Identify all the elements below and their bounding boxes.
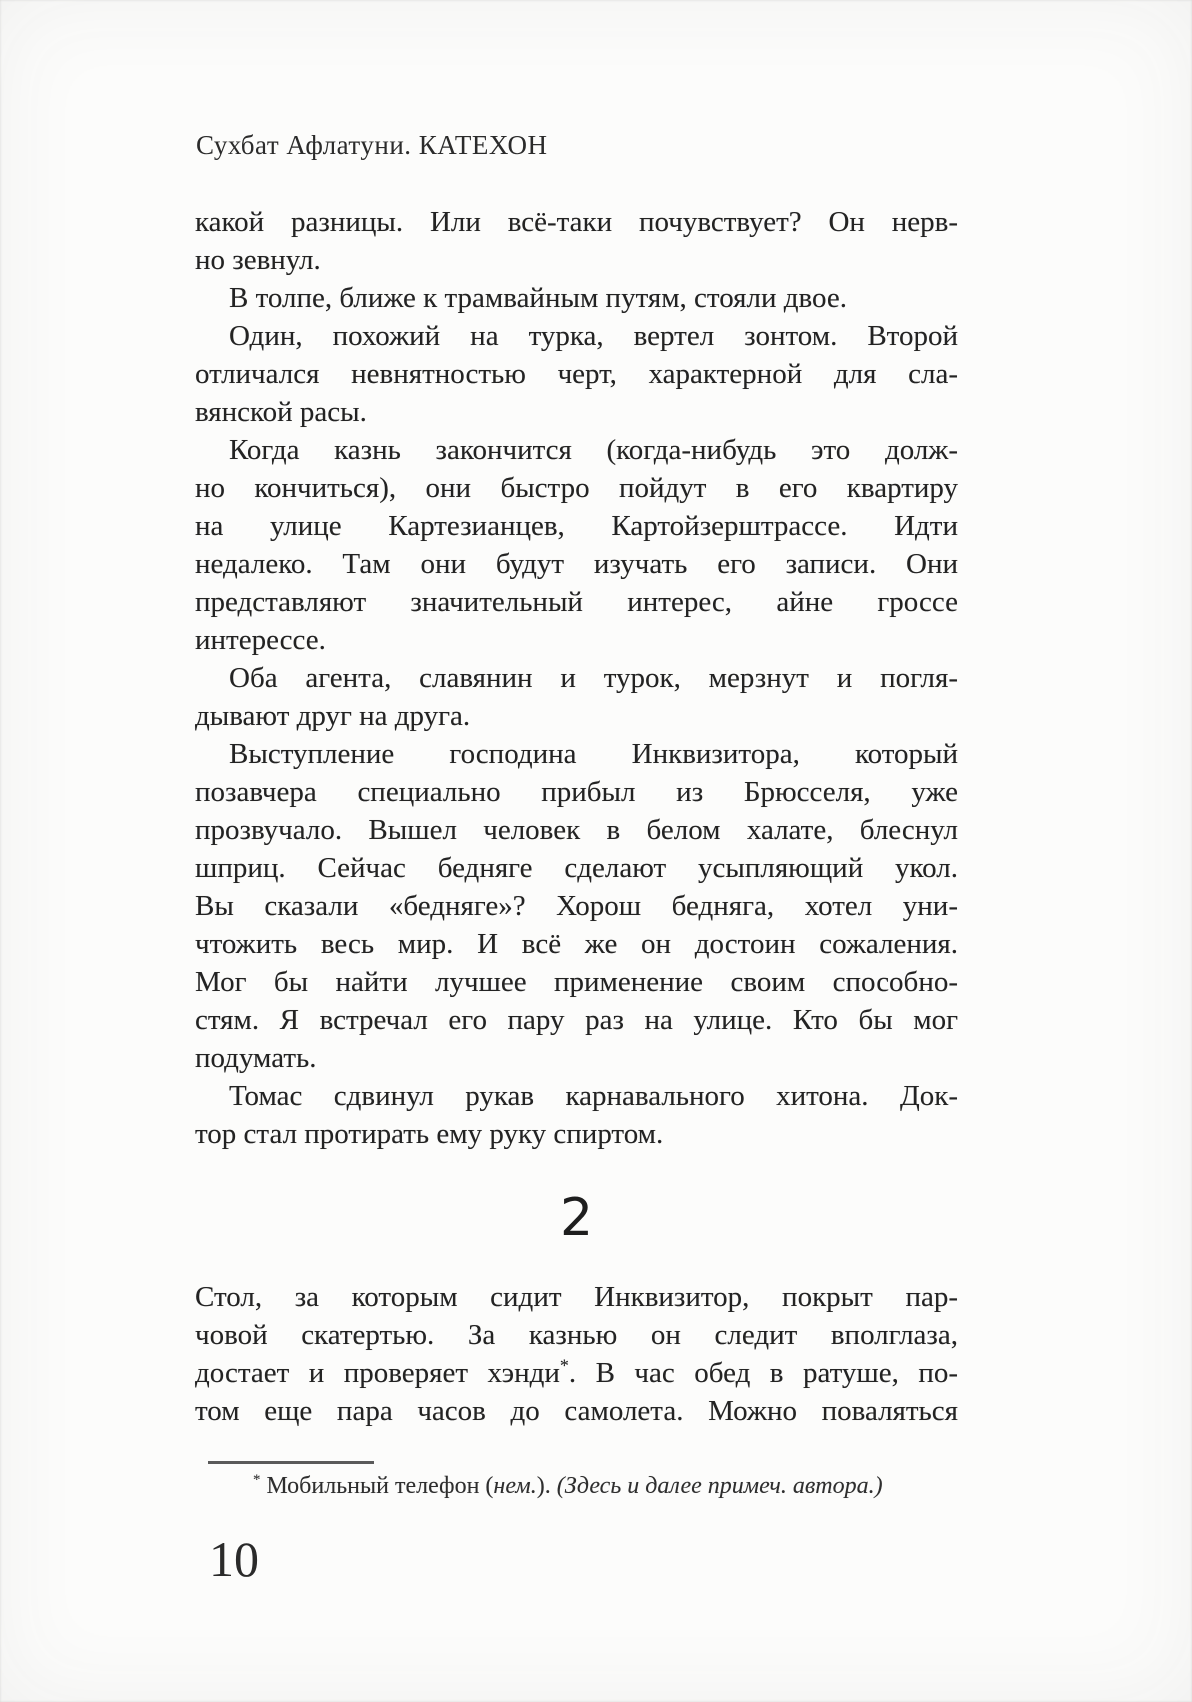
footnote-text: Мобильный телефон ( bbox=[266, 1473, 494, 1499]
text-line: дывают друг на друга. bbox=[195, 700, 471, 732]
paragraph bbox=[195, 659, 958, 735]
text-line: представляют значительный интерес, айне гроссе bbox=[195, 586, 958, 618]
text-line: шприц. Сейчас бедняге сделают усыпляющий укол. bbox=[195, 852, 958, 884]
text-line: недалеко. Там они будут изучать его записи. Они bbox=[195, 548, 958, 580]
text-line: позавчера специально прибыл из Брюсселя, уже bbox=[195, 776, 958, 808]
text-line: том еще пара часов до самолета. Можно поваляться bbox=[195, 1395, 958, 1427]
text-line: подумать. bbox=[195, 1042, 317, 1074]
paragraph bbox=[195, 1077, 958, 1153]
text-line: прозвучало. Вышел человек в белом халате, блеснул bbox=[195, 814, 958, 846]
text-line: вянской расы. bbox=[195, 396, 367, 428]
text-line: но кончиться), они быстро пойдут в его квартиру bbox=[195, 472, 958, 504]
text-line: Выступление господина Инквизитора, который bbox=[229, 738, 958, 770]
body-text-part1 bbox=[195, 203, 958, 1153]
text-line: Один, похожий на турка, вертел зонтом. Второй bbox=[229, 320, 958, 352]
footnote-reference-marker: * bbox=[559, 1355, 569, 1376]
paragraph bbox=[195, 279, 958, 317]
paragraph bbox=[195, 1278, 958, 1430]
paragraph bbox=[195, 735, 958, 1077]
text-line: Вы сказали «бедняге»? Хорош бедняга, хотел уни- bbox=[195, 890, 958, 922]
text-line: Томас сдвинул рукав карнавального хитона. Док- bbox=[229, 1080, 958, 1112]
section-number: 2 bbox=[559, 1188, 594, 1248]
text-line: Стол, за которым сидит Инквизитор, покрыт пар- bbox=[195, 1281, 958, 1313]
text-line: стям. Я встречал его пару раз на улице. Кто бы мог bbox=[195, 1004, 958, 1036]
text-line: Оба агента, славянин и турок, мерзнут и погля- bbox=[229, 662, 958, 694]
text-line: Когда казнь закончится (когда-нибудь это долж- bbox=[229, 434, 958, 466]
text-line: В толпе, ближе к трамвайным путям, стояли двое. bbox=[229, 282, 847, 314]
footnote bbox=[195, 1468, 958, 1504]
text-line: достает и проверяет хэнди*. В час обед в ратуше, по- bbox=[195, 1355, 958, 1389]
body-text-part2 bbox=[195, 1278, 958, 1430]
paragraph bbox=[195, 203, 958, 279]
text-line: какой разницы. Или всё-таки почувствует? Он нерв- bbox=[195, 206, 958, 238]
text-line: тор стал протирать ему руку спиртом. bbox=[195, 1118, 664, 1150]
page-number: 10 bbox=[209, 1531, 259, 1587]
text-line: чтожить весь мир. И всё же он достоин сожаления. bbox=[195, 928, 958, 960]
footnote-marker: * bbox=[253, 1472, 261, 1488]
paragraph bbox=[195, 317, 958, 431]
running-header: Сухбат Афлатуни. КАТЕХОН bbox=[196, 130, 548, 160]
footnote-italic-text: (Здесь и далее примеч. автора.) bbox=[556, 1473, 883, 1499]
text-line: интерессе. bbox=[195, 624, 326, 656]
text-line: на улице Картезианцев, Картойзерштрассе. Идти bbox=[195, 510, 958, 542]
paragraph bbox=[195, 431, 958, 659]
footnote-italic-text: нем. bbox=[493, 1473, 537, 1499]
text-line: но зевнул. bbox=[195, 244, 321, 276]
text-line: Мог бы найти лучшее применение своим способно- bbox=[195, 966, 958, 998]
footnote-rule bbox=[208, 1461, 374, 1464]
footnote-text: ). bbox=[536, 1473, 557, 1499]
text-line: човой скатертью. За казнью он следит вполглаза, bbox=[195, 1319, 958, 1351]
text-line: отличался невнятностью черт, характерной для сла- bbox=[195, 358, 958, 390]
